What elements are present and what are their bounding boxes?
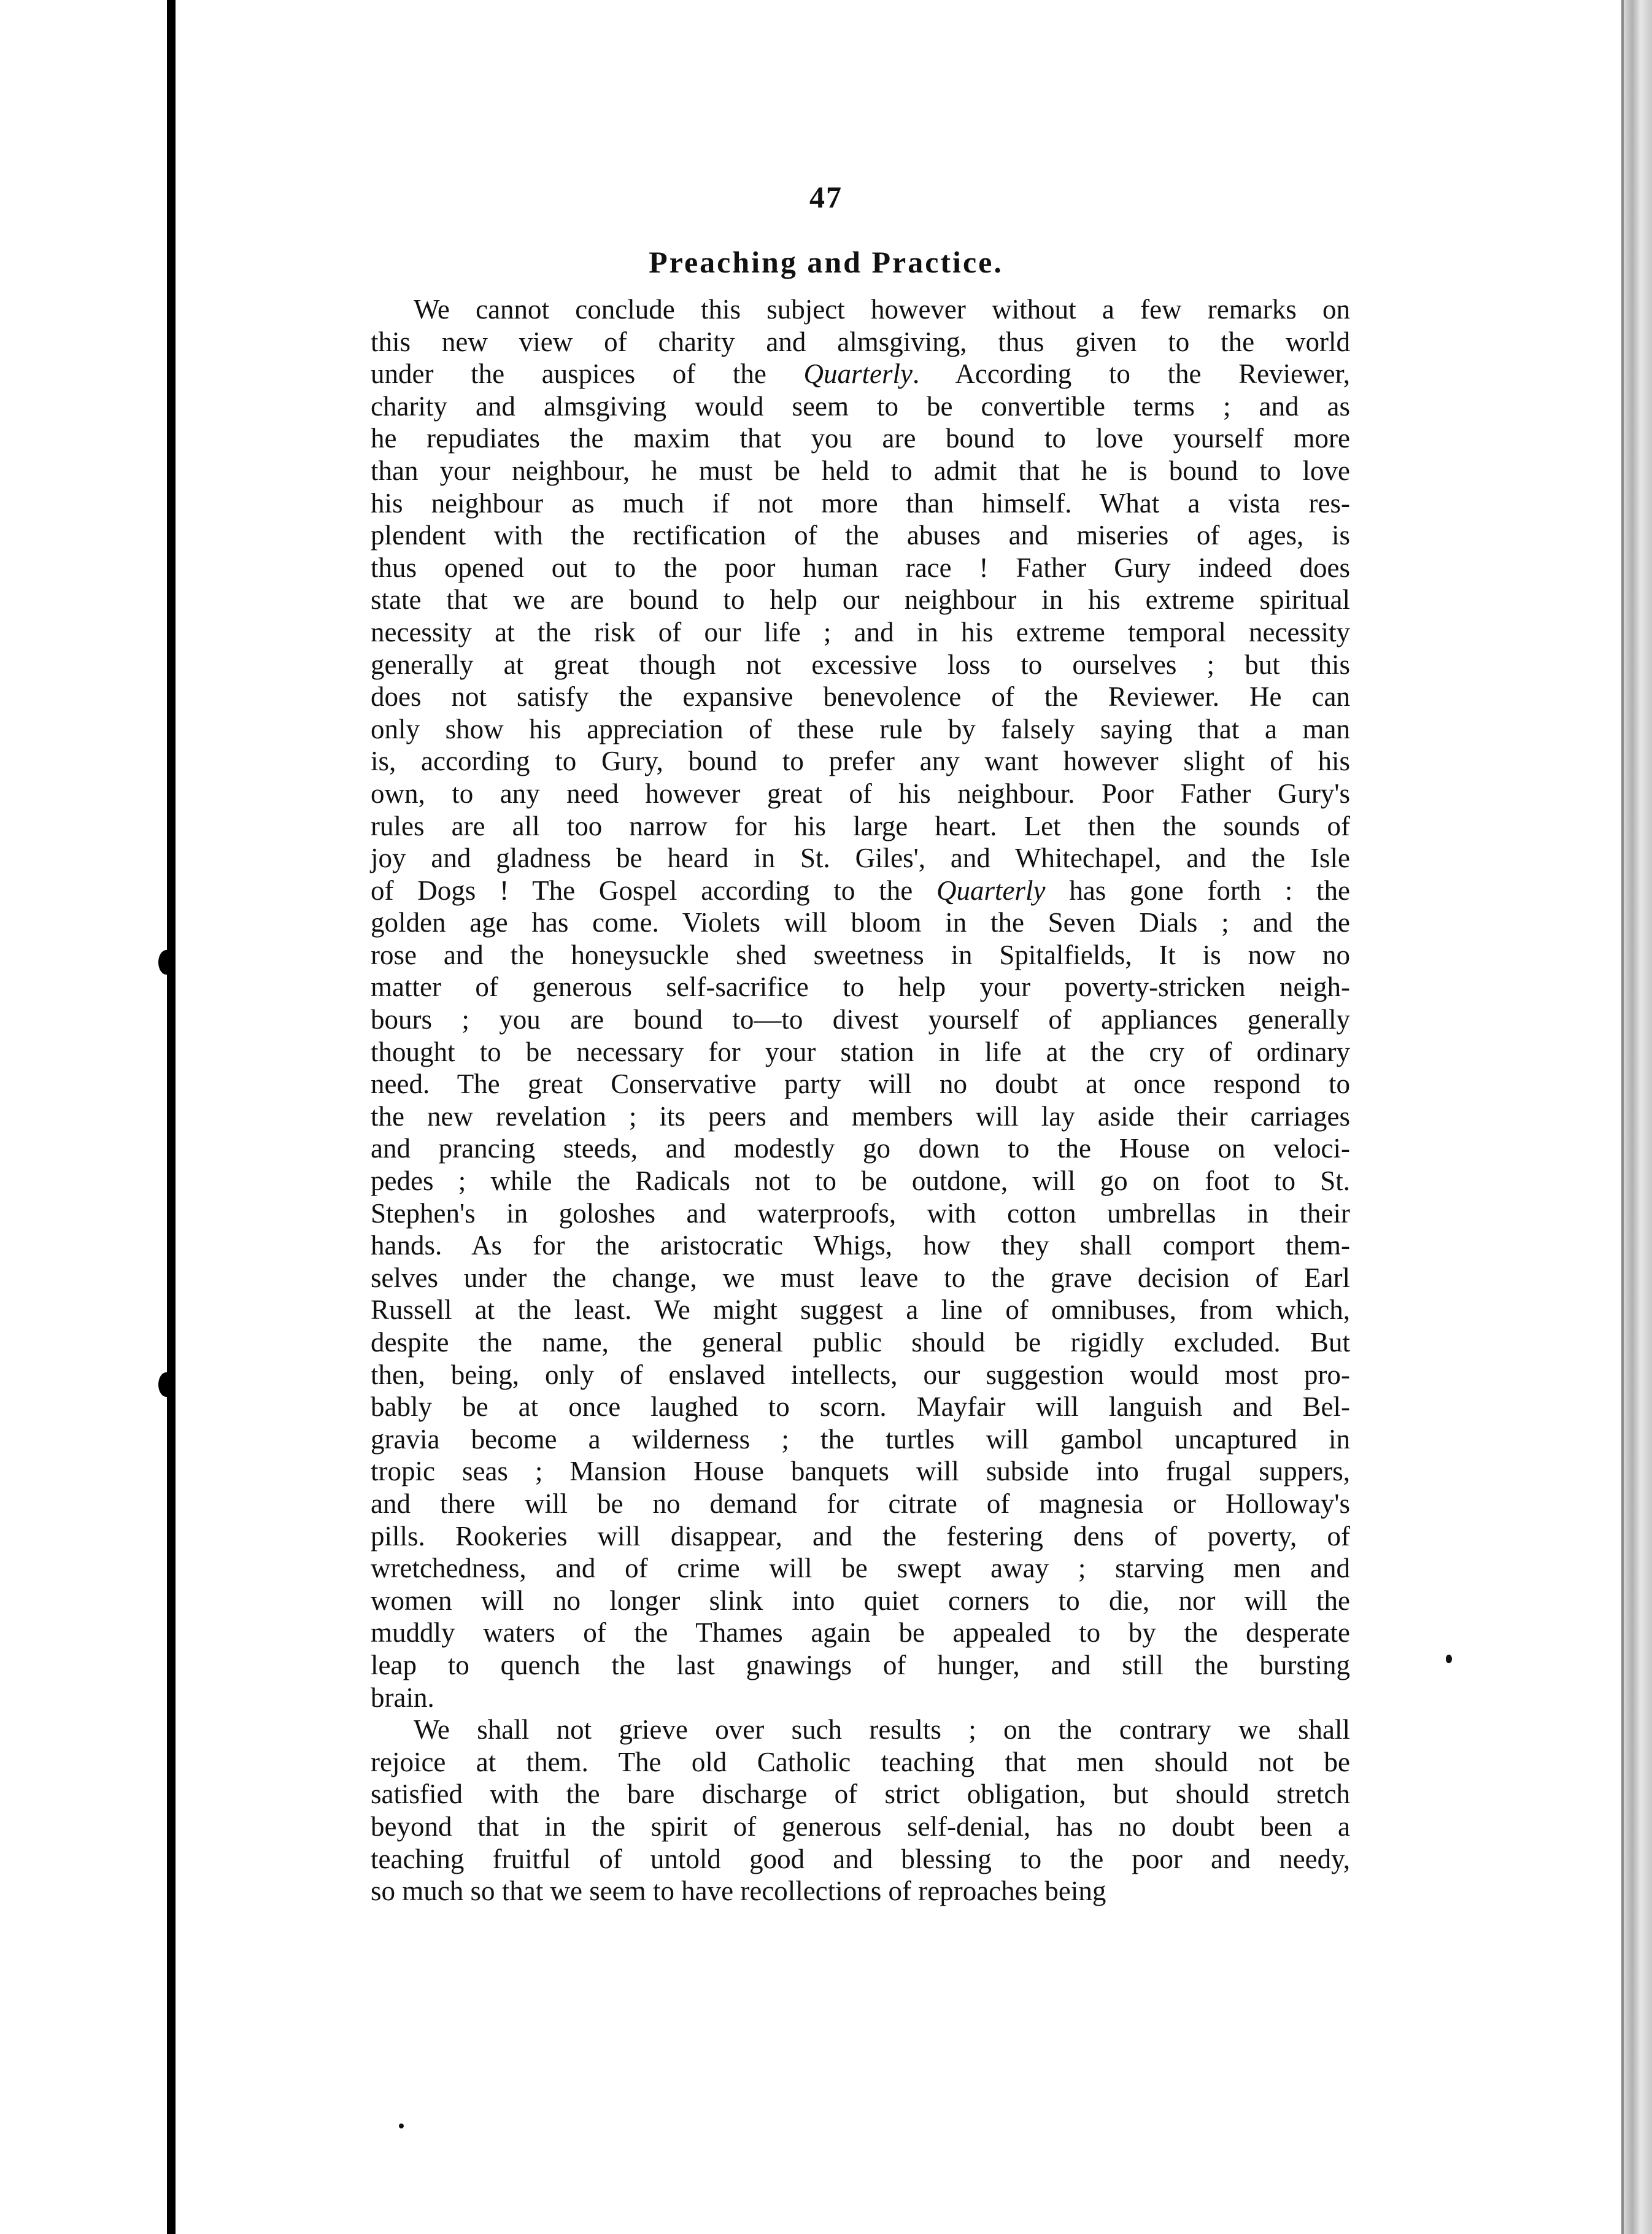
text-line: necessity at the risk of our life ; and in his extreme temporal necessity — [371, 616, 1350, 647]
text-line: Stephen's in goloshes and waterproofs, with cotton umbrellas in their — [371, 1197, 1350, 1229]
page-number: 47 — [809, 180, 843, 214]
text-line: pedes ; while the Radicals not to be outdone, will go on foot to St. — [371, 1165, 1350, 1197]
text-line: matter of generous self-sacrifice to help your poverty-stricken neigh- — [371, 972, 1350, 1003]
text-line: beyond that in the spirit of generous self-denial, has no doubt been a — [371, 1811, 1350, 1842]
text-line: Russell at the least. We might suggest a line of omnibuses, from which, — [371, 1294, 1350, 1326]
text-line: he repudiates the maxim that you are bound to love yourself more — [371, 423, 1350, 454]
stray-mark — [1446, 1655, 1452, 1663]
text-line: his neighbour as much if not more than himself. What a vista res- — [371, 487, 1350, 519]
text-line: teaching fruitful of untold good and blessing to the poor and needy, — [371, 1843, 1350, 1874]
text-line: hands. As for the aristocratic Whigs, how they shall comport them- — [371, 1230, 1350, 1261]
text-line: thought to be necessary for your station in life at the cry of ordinary — [371, 1036, 1350, 1067]
text-line: only show his appreciation of these rule by falsely saying that a man — [371, 713, 1350, 744]
text-line: plendent with the rectification of the abuses and miseries of ages, is — [371, 520, 1350, 551]
text-line: bably be at once laughed to scorn. Mayfair will languish and Bel- — [371, 1391, 1350, 1423]
text-line: muddly waters of the Thames again be appealed to by the desperate — [371, 1617, 1350, 1648]
text-line: wretchedness, and of crime will be swept away ; starving men and — [371, 1553, 1350, 1584]
text-line: than your neighbour, he must be held to admit that he is bound to love — [371, 455, 1350, 486]
text-line: under the auspices of the Quarterly. According to the Reviewer, — [371, 358, 1350, 390]
text-line: so much so that we seem to have recollections of reproaches being — [371, 1876, 1106, 1907]
text-line: women will no longer slink into quiet corners to die, nor will the — [371, 1585, 1350, 1616]
text-line: brain. — [371, 1682, 434, 1713]
text-line: charity and almsgiving would seem to be convertible terms ; and as — [371, 390, 1350, 422]
text-line: We cannot conclude this subject however without a few remarks on — [414, 294, 1350, 325]
text-line: golden age has come. Violets will bloom in the Seven Dials ; and the — [371, 907, 1350, 938]
body-text — [371, 293, 1350, 1907]
text-line: and prancing steeds, and modestly go down to the House on veloci- — [371, 1133, 1350, 1164]
paragraph — [371, 1714, 1350, 1907]
text-line: then, being, only of enslaved intellects, our suggestion would most pro- — [371, 1359, 1350, 1390]
binding-notch — [158, 950, 174, 975]
text-line: the new revelation ; its peers and members will lay aside their carriages — [371, 1100, 1350, 1132]
paragraph — [371, 293, 1350, 1714]
text-line: We shall not grieve over such results ; on the contrary we shall — [414, 1714, 1350, 1745]
text-line: rejoice at them. The old Catholic teaching that men should not be — [371, 1746, 1350, 1777]
text-line: rose and the honeysuckle shed sweetness in Spitalfields, It is now no — [371, 939, 1350, 970]
binding-edge — [167, 0, 176, 2234]
text-line: rules are all too narrow for his large heart. Let then the sounds of — [371, 810, 1350, 841]
binding-notch — [158, 1372, 174, 1397]
text-line: despite the name, the general public should be rigidly excluded. But — [371, 1327, 1350, 1358]
text-line: generally at great though not excessive loss to ourselves ; but this — [371, 649, 1350, 680]
text-line: bours ; you are bound to—to divest yourself of appliances generally — [371, 1004, 1350, 1035]
text-line: thus opened out to the poor human race ! Father Gury indeed does — [371, 552, 1350, 583]
text-line: is, according to Gury, bound to prefer any want however slight of his — [371, 746, 1350, 777]
text-line: leap to quench the last gnawings of hunger, and still the bursting — [371, 1649, 1350, 1680]
text-line: this new view of charity and almsgiving, thus given to the world — [371, 326, 1350, 357]
stray-mark — [399, 2124, 404, 2128]
text-line: pills. Rookeries will disappear, and the festering dens of poverty, of — [371, 1520, 1350, 1552]
text-line: state that we are bound to help our neighbour in his extreme spiritual — [371, 584, 1350, 616]
text-line: selves under the change, we must leave to the grave decision of Earl — [371, 1262, 1350, 1293]
text-line: tropic seas ; Mansion House banquets will subside into frugal suppers, — [371, 1456, 1350, 1487]
text-line: of Dogs ! The Gospel according to the Quarterly has gone forth : the — [371, 875, 1350, 906]
scan-margin-left — [0, 0, 167, 2234]
text-line: does not satisfy the expansive benevolence of the Reviewer. He can — [371, 681, 1350, 713]
text-line: own, to any need however great of his neighbour. Poor Father Gury's — [371, 778, 1350, 809]
page-title: Preaching and Practice. — [649, 245, 1003, 279]
text-line: satisfied with the bare discharge of strict obligation, but should stretch — [371, 1779, 1350, 1810]
text-line: and there will be no demand for citrate of magnesia or Holloway's — [371, 1488, 1350, 1519]
text-line: need. The great Conservative party will no doubt at once respond to — [371, 1069, 1350, 1100]
text-line: joy and gladness be heard in St. Giles', and Whitechapel, and the Isle — [371, 843, 1350, 874]
text-line: gravia become a wilderness ; the turtles will gambol uncaptured in — [371, 1423, 1350, 1455]
page-edge-right — [1624, 0, 1652, 2234]
